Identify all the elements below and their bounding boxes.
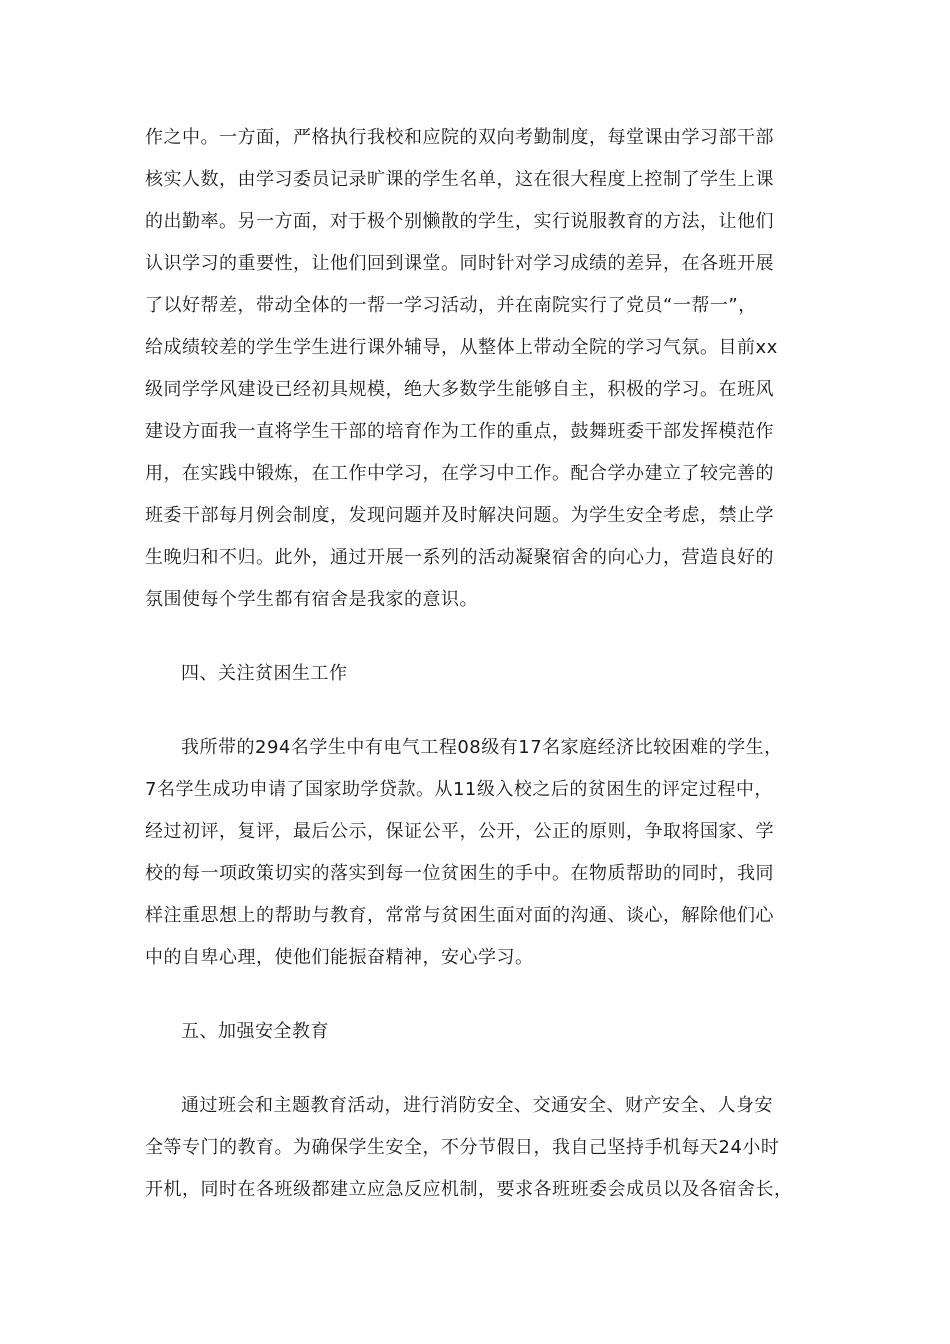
paragraph-line: 全等专门的教育。为确保学生安全，不分节假日，我自己坚持手机每天24小时: [145, 1137, 780, 1158]
paragraph-line: 核实人数，由学习委员记录旷课的学生名单，这在很大程度上控制了学生上课: [145, 169, 774, 190]
paragraph-line: 作之中。一方面，严格执行我校和应院的双向考勤制度，每堂课由学习部干部: [145, 127, 774, 148]
paragraph-line: 用，在实践中锻炼，在工作中学习，在学习中工作。配合学办建立了较完善的: [145, 463, 774, 484]
paragraph-line: 建设方面我一直将学生干部的培育作为工作的重点，鼓舞班委干部发挥模范作: [145, 421, 774, 442]
section-heading: 五、加强安全教育: [181, 1021, 329, 1042]
paragraph-line: 开机，同时在各班级都建立应急反应机制，要求各班班委会成员以及各宿舍长，: [145, 1179, 793, 1200]
paragraph-line: 认识学习的重要性，让他们回到课堂。同时针对学习成绩的差异，在各班开展: [145, 253, 774, 274]
paragraph-line: 我所带的294名学生中有电气工程08级有17名家庭经济比较困难的学生，: [181, 737, 783, 758]
paragraph-line: 给成绩较差的学生学生进行课外辅导，从整体上带动全院的学习气氛。目前xx: [145, 337, 778, 358]
paragraph-line: 了以好帮差，带动全体的一帮一学习活动，并在南院实行了党员“一帮一”，: [145, 295, 757, 316]
paragraph-line: 的出勤率。另一方面，对于极个别懒散的学生，实行说服教育的方法，让他们: [145, 211, 774, 232]
paragraph-line: 氛围使每个学生都有宿舍是我家的意识。: [145, 589, 478, 610]
paragraph-line: 经过初评，复评，最后公示，保证公平，公开，公正的原则，争取将国家、学: [145, 821, 774, 842]
section-heading: 四、关注贫困生工作: [181, 663, 348, 684]
paragraph-line: 通过班会和主题教育活动，进行消防安全、交通安全、财产安全、人身安: [181, 1095, 773, 1116]
paragraph-line: 中的自卑心理，使他们能振奋精神，安心学习。: [145, 947, 534, 968]
paragraph-line: 生晚归和不归。此外，通过开展一系列的活动凝聚宿舍的向心力，营造良好的: [145, 547, 774, 568]
paragraph-line: 班委干部每月例会制度，发现问题并及时解决问题。为学生安全考虑，禁止学: [145, 505, 774, 526]
paragraph-line: 级同学学风建设已经初具规模，绝大多数学生能够自主，积极的学习。在班风: [145, 379, 774, 400]
paragraph-line: 7名学生成功申请了国家助学贷款。从11级入校之后的贫困生的评定过程中，: [145, 779, 773, 800]
paragraph-line: 样注重思想上的帮助与教育，常常与贫困生面对面的沟通、谈心，解除他们心: [145, 905, 774, 926]
paragraph-line: 校的每一项政策切实的落实到每一位贫困生的手中。在物质帮助的同时，我同: [145, 863, 774, 884]
